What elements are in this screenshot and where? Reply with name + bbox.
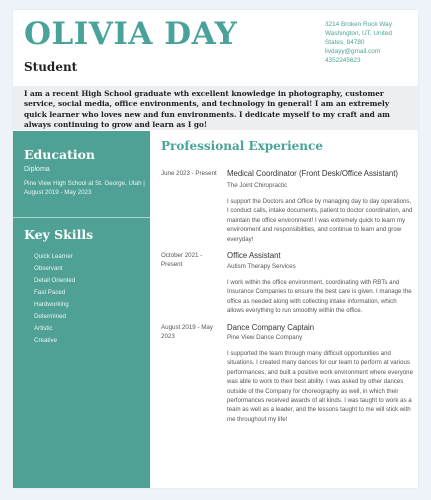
sidebar <box>13 131 150 488</box>
resume-page <box>13 10 418 488</box>
skill-item: Determined <box>34 313 66 320</box>
job-company: Autism Therapy Services <box>227 263 296 270</box>
summary-section <box>13 86 418 130</box>
education-heading: Education <box>24 147 96 162</box>
skill-item: Artistic <box>34 325 53 332</box>
job-title: Office Assistant <box>227 251 281 260</box>
skill-item: Fast Paced <box>34 289 66 296</box>
skill-item: Detail Oriented <box>34 277 76 284</box>
job-title: Dance Company Captain <box>227 323 315 332</box>
contact-address-line-3: States, 84780 <box>325 39 365 47</box>
experience-section <box>161 131 418 488</box>
job-title: Medical Coordinator (Front Desk/Office Assistant) <box>227 169 399 178</box>
candidate-title: Student <box>24 60 78 74</box>
job-date: October 2021 - Present <box>161 252 203 268</box>
skill-item: Hardworking <box>34 301 69 308</box>
skill-item: Quick Learner <box>34 253 73 260</box>
contact-address-line-1: 3214 Broken Rock Way <box>325 21 392 28</box>
job-description: I work within the office environment, coordinating with RBTs and Insurance Companies to ensure the best care is given. I manage the office as needed along with collecting intake information, which allows everything to run smoothly within the office. <box>227 279 412 315</box>
job-description: I supported the team through many difficult opportunities and situations. I created many dances for our team to perform at various performances, and built a positive work environment where everyone was able to work to their best ability. I was asked by other dances outside of the Company for choreography as well, in which their performances received awards of all kinds. I was taught to work as a team as well as a leader, and the lessons taught to me will stick with me throughout my life! <box>227 350 413 423</box>
resume-header <box>13 10 418 80</box>
contact-email[interactable]: livdayy@gmail.com <box>325 48 381 56</box>
sidebar-divider <box>13 217 150 218</box>
job-description: I support the Doctors and Office by managing day to day operations, I conduct calls, intake documents, patient to doctor coordination, and maintain the office environment! I was extremely quick to learn my environment and responsibilities, and continue to learn and grow everyday! <box>227 198 413 243</box>
education-school: Pine View High School at St. George, Utah | August 2019 - May 2023 <box>24 180 145 196</box>
education-degree: Diploma <box>24 166 50 173</box>
job-date: August 2019 - May 2023 <box>161 324 213 340</box>
job-date: June 2023 - Present <box>161 170 217 177</box>
skill-item: Creative <box>34 337 58 344</box>
job-company: Pine View Dance Company <box>227 334 303 341</box>
contact-block <box>325 20 415 65</box>
candidate-name: OLIVIA DAY <box>24 16 238 52</box>
skill-item: Observant <box>34 265 63 272</box>
job-company: The Joint Chiropractic <box>227 182 288 189</box>
experience-heading: Professional Experience <box>161 139 323 153</box>
skills-list <box>34 251 75 347</box>
contact-address-line-2: Washington, UT, United <box>325 30 392 38</box>
summary-text: I am a recent High School graduate wth excellent knowledge in photography, customer service, social media, office environments, and technology in general! I am an extremely quick learner who loves new and fun environments. I dedicate myself to my craft and am always continuing to grow and learn as I go! <box>24 89 390 129</box>
contact-phone[interactable]: 4352245623 <box>325 57 361 65</box>
skills-heading: Key Skills <box>24 227 94 242</box>
